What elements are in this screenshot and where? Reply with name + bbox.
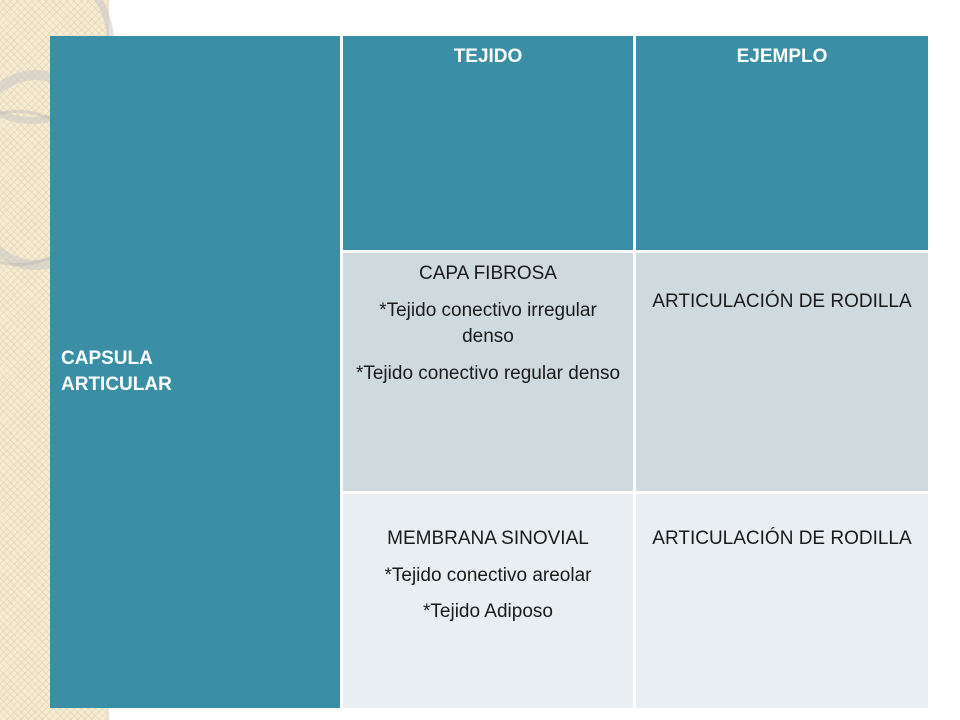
tissue-layer-title: CAPA FIBROSA: [419, 263, 557, 284]
example-text: ARTICULACIÓN DE RODILLA: [652, 291, 912, 312]
tissue-type-item: *Tejido conectivo irregular denso: [379, 299, 597, 348]
row-header-cell: [50, 36, 340, 708]
column-header-ejemplo-label: EJEMPLO: [736, 46, 828, 67]
row-header-label: CAPSULA ARTICULAR: [61, 348, 172, 395]
table-cell-tejido-row-1: [343, 253, 633, 491]
tissue-type-item: *Tejido Adiposo: [423, 601, 553, 623]
column-header-tejido: [343, 36, 633, 250]
tissue-type-item: *Tejido conectivo areolar: [384, 564, 592, 586]
capsule-table: [50, 36, 928, 708]
tissue-layer-title: MEMBRANA SINOVIAL: [387, 528, 589, 549]
tissue-type-item: *Tejido conectivo regular denso: [355, 362, 621, 384]
column-header-ejemplo: [636, 36, 928, 250]
table-cell-ejemplo-row-2: [636, 494, 928, 708]
example-text: ARTICULACIÓN DE RODILLA: [652, 528, 912, 549]
table-cell-ejemplo-row-1: [636, 253, 928, 491]
column-header-tejido-label: TEJIDO: [453, 46, 523, 67]
table-cell-tejido-row-2: [343, 494, 633, 708]
